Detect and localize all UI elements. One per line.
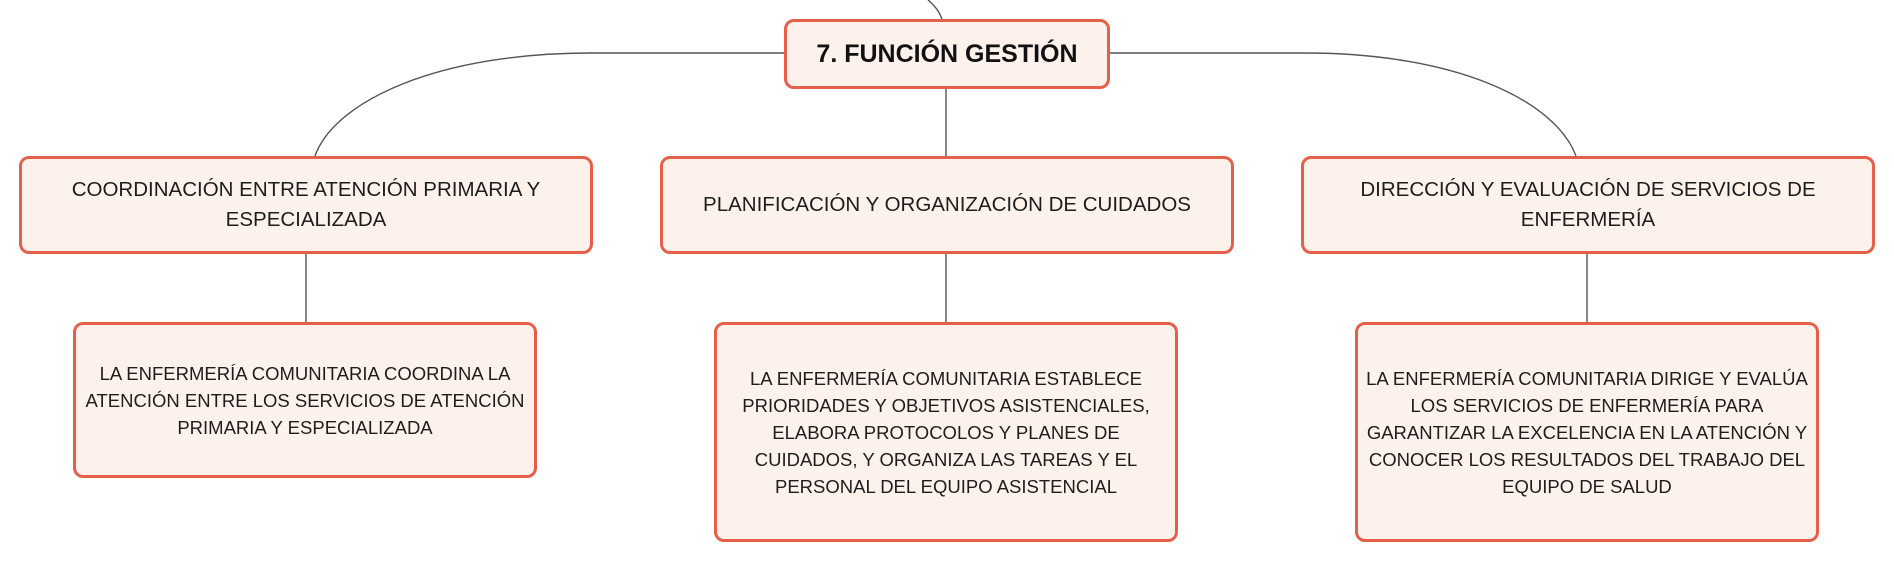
branch-node-label: COORDINACIÓN ENTRE ATENCIÓN PRIMARIA Y ESPECIALIZADA <box>71 178 541 231</box>
detail-node-direccion[interactable] <box>1355 322 1819 542</box>
connector-incoming <box>928 0 942 19</box>
branch-node-planificacion[interactable] <box>660 156 1234 254</box>
branch-node-direccion[interactable] <box>1301 156 1875 254</box>
detail-node-planificacion[interactable] <box>714 322 1178 542</box>
detail-node-text: LA ENFERMERÍA COMUNITARIA ESTABLECE PRIORIDADES Y OBJETIVOS ASISTENCIALES, ELABORA PROTOCOLOS Y PLANES DE CUIDADOS, Y ORGANIZA LAS TAREAS Y EL PERSONAL DEL EQUIPO ASISTENCIAL <box>742 367 1150 497</box>
branch-node-label: PLANIFICACIÓN Y ORGANIZACIÓN DE CUIDADOS <box>703 193 1191 216</box>
branch-node-coordinacion[interactable] <box>19 156 593 254</box>
detail-node-text: LA ENFERMERÍA COMUNITARIA COORDINA LA ATENCIÓN ENTRE LOS SERVICIOS DE ATENCIÓN PRIMARIA Y ESPECIALIZADA <box>85 362 525 438</box>
root-node-label: 7. FUNCIÓN GESTIÓN <box>816 39 1078 68</box>
connector-root-to-branch-3 <box>1110 53 1576 156</box>
branch-node-label: DIRECCIÓN Y EVALUACIÓN DE SERVICIOS DE ENFERMERÍA <box>1360 178 1816 231</box>
root-node[interactable] <box>784 19 1110 89</box>
detail-node-coordinacion[interactable] <box>73 322 537 478</box>
detail-node-text: LA ENFERMERÍA COMUNITARIA DIRIGE Y EVALÚA LOS SERVICIOS DE ENFERMERÍA PARA GARANTIZAR LA EXCELENCIA EN LA ATENCIÓN Y CONOCER LOS RESULTADOS DEL TRABAJO DEL EQUIPO DE SALUD <box>1366 367 1808 497</box>
connector-root-to-branch-1 <box>315 53 784 156</box>
